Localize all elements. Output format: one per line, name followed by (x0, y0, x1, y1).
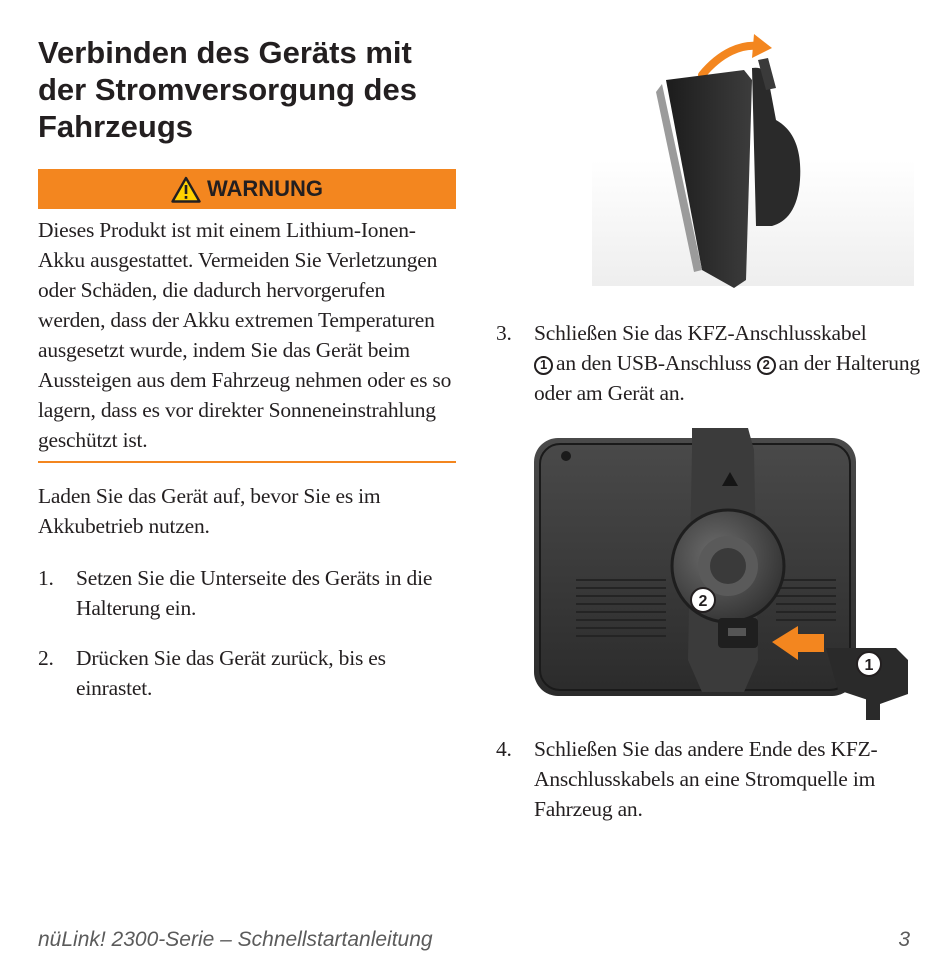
page-number: 3 (898, 928, 910, 951)
step-4 (496, 734, 926, 824)
warning-text: Dieses Produkt ist mit einem Lithium-Ionen-Akku ausgestattet. Vermeiden Sie Verletzungen oder Schäden, die dadurch hervorgerufen werden, dass der Akku extremen Temperaturen ausgesetzt wurde, indem Sie das Gerät beim Aussteigen aus dem Fahrzeug nehmen oder es so lagern, dass es vor direkter Sonneneinstrahlung geschützt ist. (38, 218, 452, 452)
warning-divider (38, 461, 456, 463)
page-title: Verbinden des Geräts mit der Stromversorgung des Fahrzeugs (38, 35, 417, 144)
warning-banner (38, 169, 456, 209)
callout-badge-1: 1 (534, 356, 553, 375)
svg-text:2: 2 (698, 593, 708, 610)
warning-label: WARNUNG (206, 176, 324, 201)
step-number: 2. (38, 646, 54, 670)
step-number: 4. (496, 737, 512, 761)
step-number: 3. (496, 321, 512, 345)
step-text: Schließen Sie das andere Ende des KFZ-Anschlusskabels an eine Stromquelle im Fahrzeug an. (534, 737, 878, 821)
warning-triangle-icon (171, 176, 201, 203)
step-text: Setzen Sie die Unterseite des Geräts in die Halterung ein. (76, 566, 433, 620)
rotate-arrow-icon (702, 46, 758, 75)
page-footer (38, 928, 910, 952)
step-3 (496, 318, 926, 408)
step-text: Drücken Sie das Gerät zurück, bis es einrastet. (76, 646, 386, 700)
left-column (38, 34, 456, 703)
cable-connection-illustration (496, 420, 926, 720)
step-2 (38, 643, 456, 703)
step-number: 1. (38, 566, 54, 590)
step-text-part: Schließen Sie das KFZ-Anschlusskabel (534, 321, 867, 345)
svg-text:1: 1 (864, 657, 874, 674)
device-insert-illustration (496, 0, 926, 300)
step-text-part: an den USB-Anschluss (556, 351, 752, 375)
step-1 (38, 563, 456, 623)
intro-paragraph: Laden Sie das Gerät auf, bevor Sie es im Akkubetrieb nutzen. (38, 484, 381, 538)
footer-title: nüLink! 2300-Serie – Schnellstartanleitung (38, 928, 433, 951)
callout-badge-2: 2 (757, 356, 776, 375)
step-text (534, 318, 926, 408)
step-text-part: an der Halterung oder am Gerät an. (534, 351, 920, 405)
